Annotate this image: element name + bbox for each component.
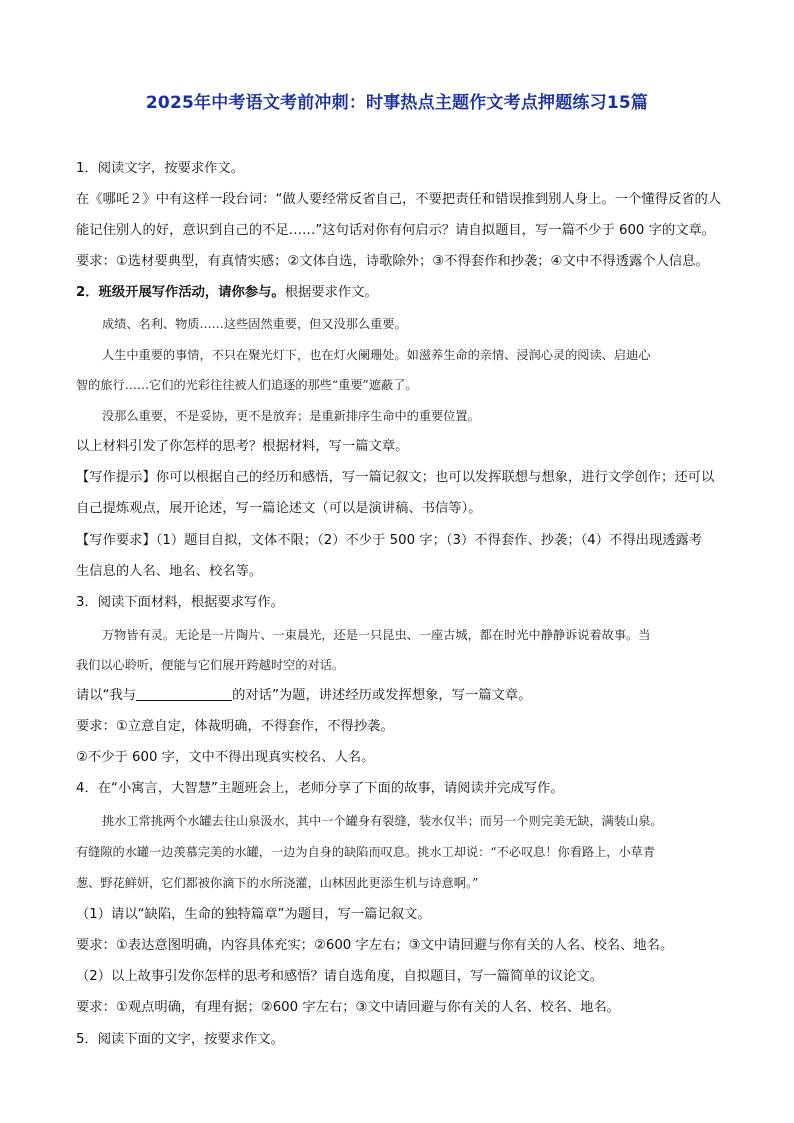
question-2-bold-text: 2．班级开展写作活动，请你参与。 xyxy=(76,285,285,300)
prompt-prefix: 请以“我与 xyxy=(76,688,137,703)
question-2-instruction: 根据要求作文。 xyxy=(284,285,378,300)
question-4-part-2: （2）以上故事引发你怎样的思考和感悟？请自选角度，自拟题目，写一篇简单的议论文。 xyxy=(76,969,604,984)
material-text: 万物皆有灵。无论是一片陶片、一束晨光，还是一只昆虫、一座古城，都在时光中静静诉说着故事。当 xyxy=(102,628,651,642)
material-text: 人生中重要的事情，不只在聚光灯下，也在灯火阑珊处。如滋养生命的亲情、浸润心灵的阅读、启迪心 xyxy=(102,348,651,362)
question-3-heading: 3．阅读下面材料，根据要求写作。 xyxy=(76,595,284,610)
writing-hint: 自己提炼观点，展开论述，写一篇论述文（可以是演讲稿、书信等）。 xyxy=(76,501,482,516)
story-text: 有缝隙的水罐一边羡慕完美的水罐，一边为自身的缺陷而叹息。挑水工却说：“不必叹息！你看路上，小草青 xyxy=(76,845,656,859)
question-1-text: 在《哪吒２》中有这样一段台词：“做人要经常反省自己，不要把责任和错误推到别人身上。一个懂得反省的人 xyxy=(76,192,722,207)
prompt-suffix: 的对话”为题，讲述经历或发挥想象，写一篇文章。 xyxy=(232,688,532,703)
question-1-text: 能记住别人的好，意识到自己的不足……”这句话对你有何启示？请自拟题目，写一篇不少于 600 字的文章。 xyxy=(76,223,716,238)
question-1-heading: 1．阅读文字，按要求作文。 xyxy=(76,161,245,176)
question-4-part-1-requirements: 要求：①表达意图明确，内容具体充实；②600 字左右；③文中请回避与你有关的人名、校名、地名。 xyxy=(76,938,674,953)
question-5-heading: 5．阅读下面的文字，按要求作文。 xyxy=(76,1032,284,1047)
material-text: 我们以心聆听，便能与它们展开跨越时空的对话。 xyxy=(76,658,345,672)
story-text: 挑水工常挑两个水罐去往山泉汲水，其中一个罐身有裂缝，装水仅半；而另一个则完美无缺，满装山泉。 xyxy=(102,814,663,828)
writing-requirements: 【写作要求】（1）题目自拟，文体不限；（2）不少于 500 字；（3）不得套作、抄袭；（4）不得出现透露考 xyxy=(76,533,703,548)
material-text: 没那么重要，不是妥协，更不是放弃；是重新排序生命中的重要位置。 xyxy=(102,409,480,423)
writing-requirements: 生信息的人名、地名、校名等。 xyxy=(76,564,263,579)
question-2-text: 以上材料引发了你怎样的思考？根据材料，写一篇文章。 xyxy=(76,439,409,454)
question-1-requirements: 要求：①选材要典型，有真情实感；②文体自选，诗歌除外；③不得套作和抄袭；④文中不得透露个人信息。 xyxy=(76,254,709,269)
writing-hint: 【写作提示】你可以根据自己的经历和感悟，写一篇记叙文；也可以发挥联想与想象，进行文学创作；还可以 xyxy=(76,470,715,485)
fill-in-blank xyxy=(136,687,232,701)
question-2-heading xyxy=(76,284,378,302)
story-text: 葱、野花鲜妍，它们都被你滴下的水所浇灌，山林因此更添生机与诗意啊。” xyxy=(76,876,479,890)
question-3-prompt xyxy=(76,687,532,705)
question-3-requirements: 要求：①立意自定，体裁明确，不得套作，不得抄袭。 xyxy=(76,719,394,734)
question-4-part-2-requirements: 要求：①观点明确，有理有据；②600 字左右；③文中请回避与你有关的人名、校名、地名。 xyxy=(76,1000,621,1015)
question-4-heading: 4．在“小寓言，大智慧”主题班会上，老师分享了下面的故事，请阅读并完成写作。 xyxy=(76,781,564,796)
material-text: 成绩、名利、物质……这些固然重要，但又没那么重要。 xyxy=(102,317,407,331)
document-title: 2025年中考语文考前冲刺：时事热点主题作文考点押题练习15篇 xyxy=(145,93,649,113)
material-text: 智的旅行……它们的光彩往往被人们追逐的那些“重要”遮蔽了。 xyxy=(76,378,418,392)
question-4-part-1: （1）请以“缺陷，生命的独特篇章”为题目，写一篇记叙文。 xyxy=(76,907,431,922)
question-3-requirements: ②不少于 600 字，文中不得出现真实校名、人名。 xyxy=(76,750,375,765)
